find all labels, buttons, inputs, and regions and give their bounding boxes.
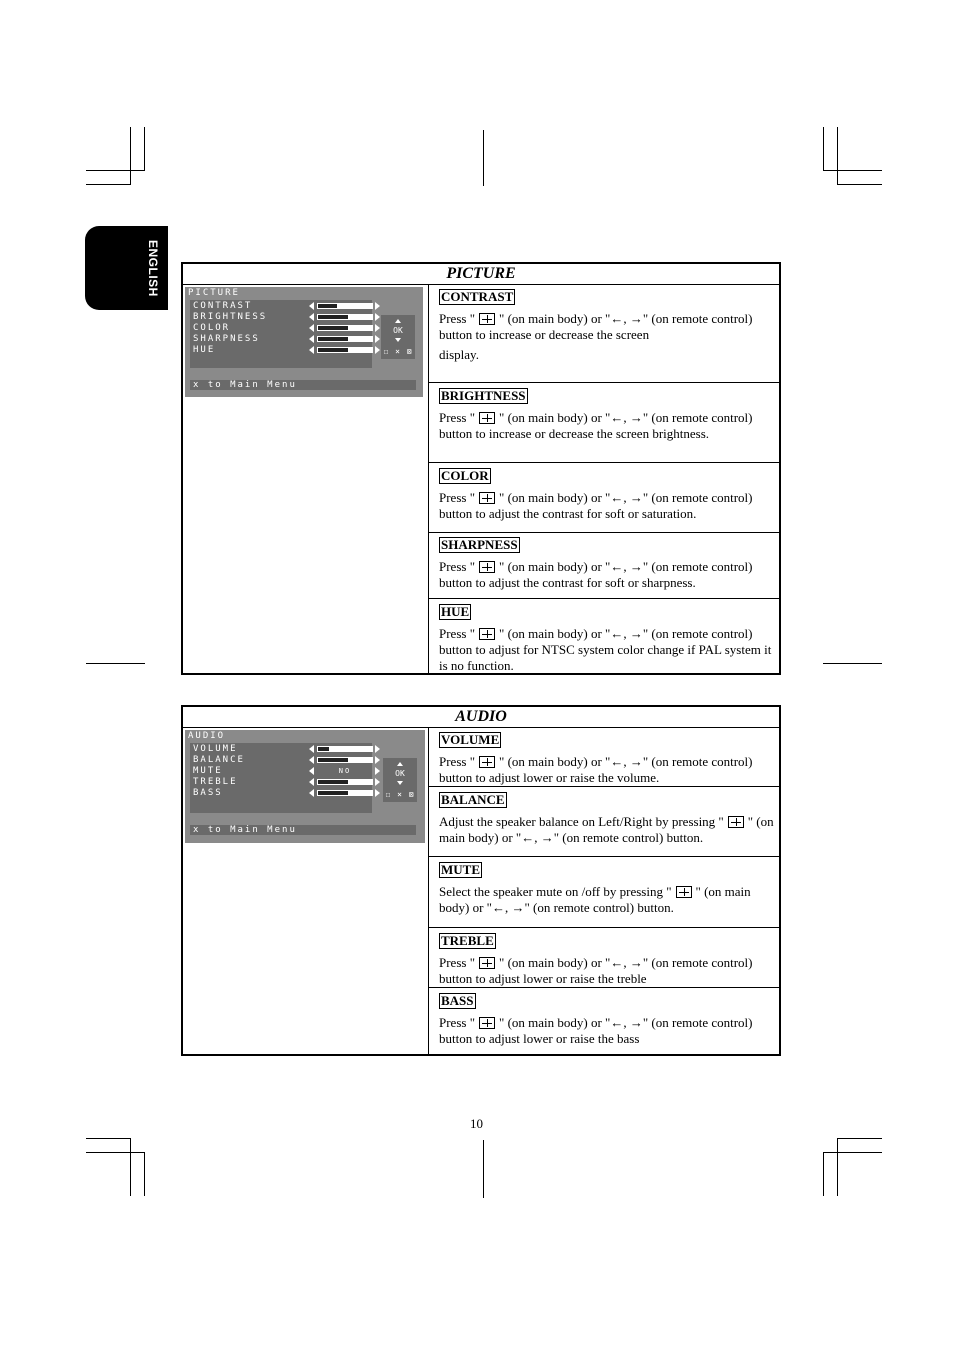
level-bar-fill [318, 758, 348, 762]
left-arrow-icon [309, 756, 314, 764]
adjust-button-icon [479, 561, 495, 573]
osd-row-volume [193, 744, 372, 755]
language-tab-label: ENGLISH [146, 240, 160, 297]
right-arrow-icon [375, 313, 380, 321]
item-heading: TREBLE [441, 933, 494, 948]
right-arrow-icon [375, 745, 380, 753]
picture-section-title: PICTURE [183, 264, 779, 285]
adjust-button-icon [479, 756, 495, 768]
row-divider [429, 532, 779, 533]
item-text: Select the speaker mute on /off by pressing " " (on main body) or "←, →" (on remote control) button. [439, 884, 751, 915]
left-arrow-icon [309, 745, 314, 753]
ok-label: OK [393, 326, 403, 335]
row-divider [429, 382, 779, 383]
level-bar-fill [318, 337, 348, 341]
osd-row-balance [193, 755, 372, 766]
item-text: Press " " (on main body) or "←, →" (on remote control) button to adjust lower or raise the bass [439, 1015, 753, 1046]
adjust-button-icon [479, 1017, 495, 1029]
page-number: 10 [470, 1116, 483, 1131]
column-divider [428, 727, 429, 1054]
osd-title: AUDIO [188, 731, 226, 741]
adjust-button-icon [676, 886, 692, 898]
audio-osd-menu [185, 730, 425, 843]
item-contrast [439, 289, 779, 363]
right-arrow-icon [375, 335, 380, 343]
column-divider [428, 284, 429, 673]
level-bar [317, 779, 373, 785]
osd-exit-hint: x to Main Menu [190, 380, 416, 390]
osd-nav-pad [381, 315, 415, 359]
item-treble [439, 933, 779, 987]
row-divider [429, 927, 779, 928]
left-arrow-icon [309, 778, 314, 786]
level-bar [317, 336, 373, 342]
up-arrow-icon [397, 762, 403, 766]
item-bass [439, 993, 779, 1047]
item-heading: BASS [441, 993, 474, 1008]
osd-panel [190, 300, 372, 368]
level-bar [317, 314, 373, 320]
item-text: Press " " (on main body) or "←, →" (on remote control) button to adjust the contrast for soft or saturation. [439, 490, 753, 521]
osd-row-label: BALANCE [193, 755, 245, 765]
item-text: Press " " (on main body) or "←, →" (on remote control) button to adjust lower or raise the volume. [439, 754, 753, 785]
row-divider [429, 786, 779, 787]
item-text: Press " " (on main body) or "←, →" (on remote control) button to increase or decrease the screen [439, 311, 753, 342]
item-mute [439, 862, 779, 916]
item-text-extra: display. [439, 347, 479, 362]
item-text: Press " " (on main body) or "←, →" (on remote control) button to adjust the contrast for soft or sharpness. [439, 559, 753, 590]
item-heading: BRIGHTNESS [441, 388, 526, 403]
osd-row-label: TREBLE [193, 777, 238, 787]
row-divider [429, 462, 779, 463]
adjust-button-icon [479, 492, 495, 504]
down-arrow-icon [395, 338, 401, 342]
item-balance [439, 792, 779, 846]
mute-value: NO [338, 767, 352, 775]
item-text: Press " " (on main body) or "←, →" (on remote control) button to adjust for NTSC system color change if PAL system it is no function. [439, 626, 772, 673]
item-text: Press " " (on main body) or "←, →" (on remote control) button to adjust lower or raise the treble [439, 955, 753, 986]
level-bar [317, 746, 373, 752]
level-bar-fill [318, 791, 348, 795]
osd-exit-hint: x to Main Menu [190, 825, 416, 835]
adjust-button-icon [479, 957, 495, 969]
right-arrow-icon [375, 756, 380, 764]
adjust-button-icon [728, 816, 744, 828]
osd-row-hue [193, 345, 372, 356]
left-arrow-icon [309, 324, 314, 332]
level-bar-fill [318, 348, 348, 352]
left-arrow-icon [309, 302, 314, 310]
item-heading: COLOR [441, 468, 489, 483]
item-sharpness [439, 537, 779, 591]
level-bar [317, 325, 373, 331]
adjust-button-icon [479, 412, 495, 424]
level-bar [317, 347, 373, 353]
adjust-button-icon [479, 313, 495, 325]
right-arrow-icon [375, 324, 380, 332]
row-divider [429, 856, 779, 857]
right-arrow-icon [375, 789, 380, 797]
osd-row-label: CONTRAST [193, 301, 253, 311]
osd-row-label: VOLUME [193, 744, 238, 754]
nav-bottom-icons: ☐ × ⊠ [383, 347, 413, 356]
left-arrow-icon [309, 767, 314, 775]
osd-row-label: BRIGHTNESS [193, 312, 268, 322]
left-arrow-icon [309, 346, 314, 354]
audio-section-title: AUDIO [183, 707, 779, 728]
right-arrow-icon [375, 346, 380, 354]
level-bar [317, 757, 373, 763]
item-color [439, 468, 779, 522]
right-arrow-icon [375, 778, 380, 786]
osd-row-label: MUTE [193, 766, 223, 776]
item-heading: BALANCE [441, 792, 505, 807]
osd-row-brightness [193, 312, 372, 323]
level-bar [317, 790, 373, 796]
audio-section [181, 705, 781, 1056]
level-bar-fill [318, 780, 348, 784]
item-heading: MUTE [441, 862, 480, 877]
item-text: Press " " (on main body) or "←, →" (on remote control) button to increase or decrease the screen brightness. [439, 410, 753, 441]
item-heading: CONTRAST [441, 289, 514, 304]
level-bar-fill [318, 326, 348, 330]
osd-row-bass [193, 788, 372, 799]
osd-row-color [193, 323, 372, 334]
adjust-button-icon [479, 628, 495, 640]
right-arrow-icon [375, 302, 380, 310]
osd-row-sharpness [193, 334, 372, 345]
osd-row-label: BASS [193, 788, 223, 798]
item-text: Adjust the speaker balance on Left/Right by pressing " " (on main body) or "←, →" (on remote control) button. [439, 814, 774, 845]
item-heading: VOLUME [441, 732, 500, 747]
osd-title: PICTURE [188, 288, 240, 298]
item-heading: SHARPNESS [441, 537, 518, 552]
up-arrow-icon [395, 319, 401, 323]
level-bar-fill [318, 304, 337, 308]
row-divider [429, 987, 779, 988]
osd-row-label: SHARPNESS [193, 334, 260, 344]
right-arrow-icon [375, 767, 380, 775]
item-volume [439, 732, 779, 786]
osd-row-label: COLOR [193, 323, 231, 333]
osd-row-contrast [193, 301, 372, 312]
down-arrow-icon [397, 781, 403, 785]
left-arrow-icon [309, 313, 314, 321]
osd-row-treble [193, 777, 372, 788]
left-arrow-icon [309, 789, 314, 797]
osd-panel [190, 743, 372, 813]
left-arrow-icon [309, 335, 314, 343]
item-brightness [439, 388, 779, 442]
ok-label: OK [395, 769, 405, 778]
osd-row-label: HUE [193, 345, 216, 355]
level-bar [317, 303, 373, 309]
osd-nav-pad [383, 758, 417, 802]
nav-bottom-icons: ☐ × ⊠ [385, 790, 415, 799]
osd-row-mute [193, 766, 372, 777]
picture-osd-menu [185, 287, 423, 397]
level-bar-fill [318, 315, 348, 319]
language-tab [85, 226, 168, 310]
item-heading: HUE [441, 604, 470, 619]
level-bar-fill [318, 747, 329, 751]
row-divider [429, 598, 779, 599]
picture-section [181, 262, 781, 675]
item-hue [439, 604, 779, 674]
